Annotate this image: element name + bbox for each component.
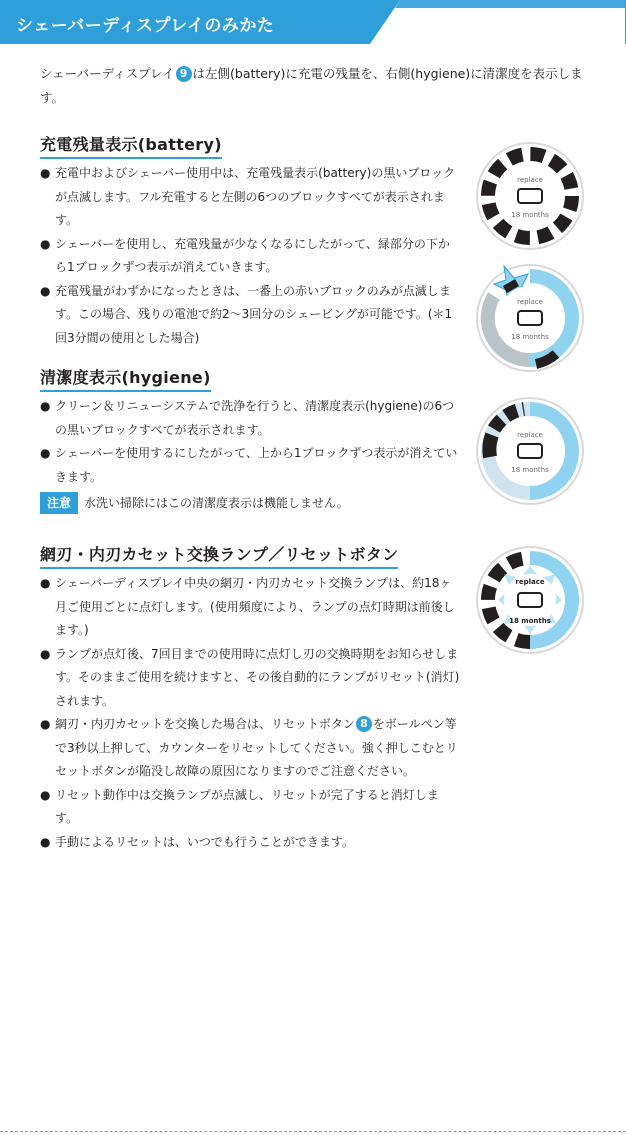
replace-item-4: ● リセット動作中は交換ランプが点滅し、リセットが完了すると消灯します。 xyxy=(40,784,460,831)
hygiene-display-figure xyxy=(474,395,586,507)
replace-item-2: ● ランプが点灯後、7回目までの使用時に点灯し刃の交換時期をお知らせします。そのままご使用を続けますと、その後自動的にランプがリセット(消灯)されます。 xyxy=(40,643,460,714)
battery-item-2: ● シェーバーを使用し、充電残量が少なくなるにしたがって、緑部分の下から1ブロックずつ表示が消えていきます。 xyxy=(40,233,460,280)
replace-item-5: ● 手動によるリセットは、いつでも行うことができます。 xyxy=(40,831,460,855)
battery-low-display-figure xyxy=(474,262,586,374)
page-bottom-rule xyxy=(0,1131,626,1132)
months-label: 18 months xyxy=(511,466,549,474)
replace-item-3 xyxy=(40,713,460,784)
hygiene-section-title: 清潔度表示(hygiene) xyxy=(40,365,211,392)
replace-label: replace xyxy=(517,176,543,184)
caution-note xyxy=(40,492,349,514)
display-ring-hygiene xyxy=(474,395,586,507)
intro-text-end: は左側(battery)に充電の残量を、右側(hygiene)に清潔度を表示します。 xyxy=(40,66,583,105)
months-label: 18 months xyxy=(511,333,549,341)
caution-text: 水洗い掃除にはこの清潔度表示は機能しません。 xyxy=(84,496,349,510)
months-label: 18 months xyxy=(511,211,549,219)
battery-section-title: 充電残量表示(battery) xyxy=(40,132,222,159)
replace-label: replace xyxy=(515,578,545,586)
battery-list xyxy=(40,162,460,350)
display-number-badge: 9 xyxy=(176,66,192,82)
display-ring-replace xyxy=(474,544,586,656)
replace-list xyxy=(40,572,460,854)
replace-section-title: 網刃・内刃カセット交換ランプ／リセットボタン xyxy=(40,542,398,569)
battery-item-3: ● 充電残量がわずかになったときは、一番上の赤いブロックのみが点滅します。この場合、残りの電池で約2〜3回分のシェービングが可能です。(＊1回3分間の使用とした場合) xyxy=(40,280,460,351)
hygiene-item-1: ● クリーン＆リニューシステムで洗浄を行うと、清潔度表示(hygiene)の6つの黒いブロックすべてが表示されます。 xyxy=(40,395,460,442)
page-title: シェーバーディスプレイのみかた xyxy=(16,16,275,36)
header-band xyxy=(0,0,626,44)
replace-item-3-start: 網刃・内刃カセットを交換した場合は、リセットボタン xyxy=(55,717,355,731)
reset-button-number-badge: 8 xyxy=(356,716,372,732)
replace-label: replace xyxy=(517,431,543,439)
replace-lamp-display-figure xyxy=(474,544,586,656)
intro-paragraph xyxy=(40,62,590,110)
battery-item-1: ● 充電中およびシェーバー使用中は、充電残量表示(battery)の黒いブロックが点滅します。フル充電すると左側の6つのブロックすべてが表示されます。 xyxy=(40,162,460,233)
display-ring-low xyxy=(474,262,586,374)
hygiene-item-2: ● シェーバーを使用するにしたがって、上から1ブロックずつ表示が消えていきます。 xyxy=(40,442,460,489)
battery-full-display-figure xyxy=(474,140,586,252)
replace-item-3-end: をボールペン等で3秒以上押して、カウンターをリセットしてください。強く押しこむとリセットボタンが陥没し故障の原因になりますのでご注意ください。 xyxy=(55,717,458,778)
caution-badge: 注意 xyxy=(40,492,78,514)
display-ring-full xyxy=(474,140,586,252)
intro-text-start: シェーバーディスプレイ xyxy=(40,66,175,81)
hygiene-list xyxy=(40,395,460,489)
replace-label: replace xyxy=(517,298,543,306)
replace-item-1: ● シェーバーディスプレイ中央の網刃・内刃カセット交換ランプは、約18ヶ月ご使用ごとに点灯します。(使用頻度により、ランプの点灯時期は前後します。) xyxy=(40,572,460,643)
months-label: 18 months xyxy=(509,617,551,625)
